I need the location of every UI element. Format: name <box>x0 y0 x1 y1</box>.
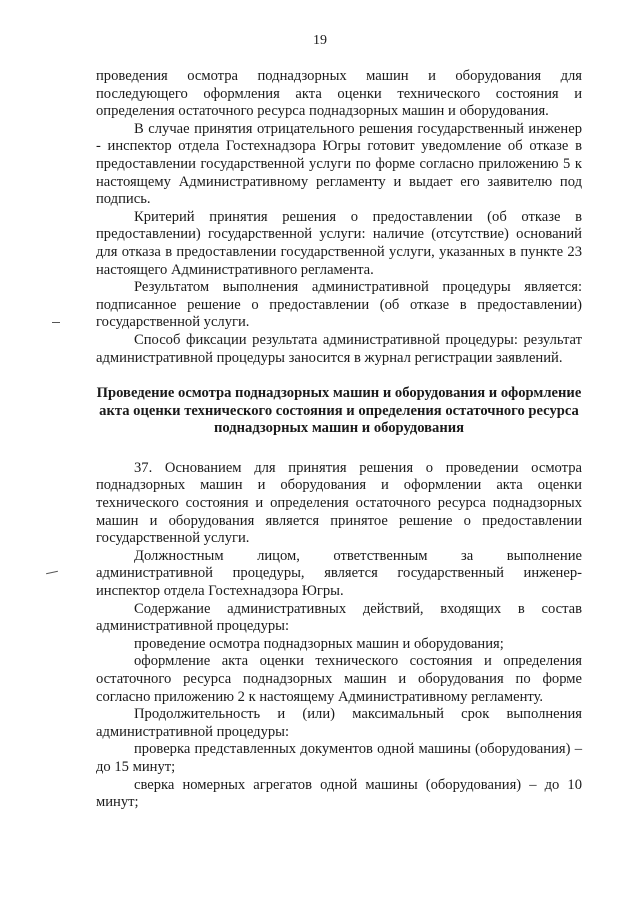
body-text <box>96 68 582 812</box>
paragraph: Должностным лицом, ответственным за выполнение административной процедуры, является государственный инженер-инспектор отдела Гостехнадзора Югры. <box>96 547 582 600</box>
paragraph: Критерий принятия решения о предоставлении (об отказе в предоставлении) государственной услуги: наличие (отсутствие) оснований для отказа в предоставлении государственной услуги, указанных в пункте 23 настоящего Административного регламента. <box>96 208 582 278</box>
paragraph: проведения осмотра поднадзорных машин и оборудования для последующего оформления акта оценки технического состояния и определения остаточного ресурса поднадзорных машин и оборудования. <box>96 68 582 120</box>
paragraph: Способ фиксации результата административной процедуры: результат административной процедуры заносится в журнал регистрации заявлений. <box>96 331 582 366</box>
paragraph: сверка номерных агрегатов одной машины (оборудования) – до 10 минут; <box>96 776 582 811</box>
paragraph: 37. Основанием для принятия решения о проведении осмотра поднадзорных машин и оборудования и оформлении акта оценки технического состояния и определения остаточного ресурса поднадзорных машин и оборудования является принятое решение о предоставлении государственной услуги. <box>96 459 582 547</box>
paragraph: В случае принятия отрицательного решения государственный инженер - инспектор отдела Гостехнадзора Югры готовит уведомление об отказе в предоставлении государственной услуги по форме согласно приложению 5 к настоящему Административному регламенту и выдает его заявителю под подпись. <box>96 120 582 208</box>
paragraph: Продолжительность и (или) максимальный срок выполнения административной процедуры: <box>96 706 582 740</box>
paragraph: Содержание административных действий, входящих в состав административной процедуры: <box>96 600 582 635</box>
page-number: 19 <box>313 33 327 48</box>
margin-mark-2 <box>46 571 58 574</box>
margin-mark-1 <box>52 322 60 323</box>
paragraph: оформление акта оценки технического состояния и определения остаточного ресурса поднадзорных машин и оборудования по форме согласно приложению 2 к настоящему Административному регламенту. <box>96 653 582 705</box>
paragraph: проверка представленных документов одной машины (оборудования) – до 15 минут; <box>96 741 582 775</box>
paragraph: проведение осмотра поднадзорных машин и оборудования; <box>134 635 504 652</box>
section-heading: Проведение осмотра поднадзорных машин и оборудования и оформление акта оценки технического состояния и определения остаточного ресурса поднадзорных машин и оборудования <box>96 385 582 437</box>
paragraph: Результатом выполнения административной процедуры является: подписанное решение о предоставлении (об отказе в предоставлении) государственной услуги. <box>96 279 582 331</box>
